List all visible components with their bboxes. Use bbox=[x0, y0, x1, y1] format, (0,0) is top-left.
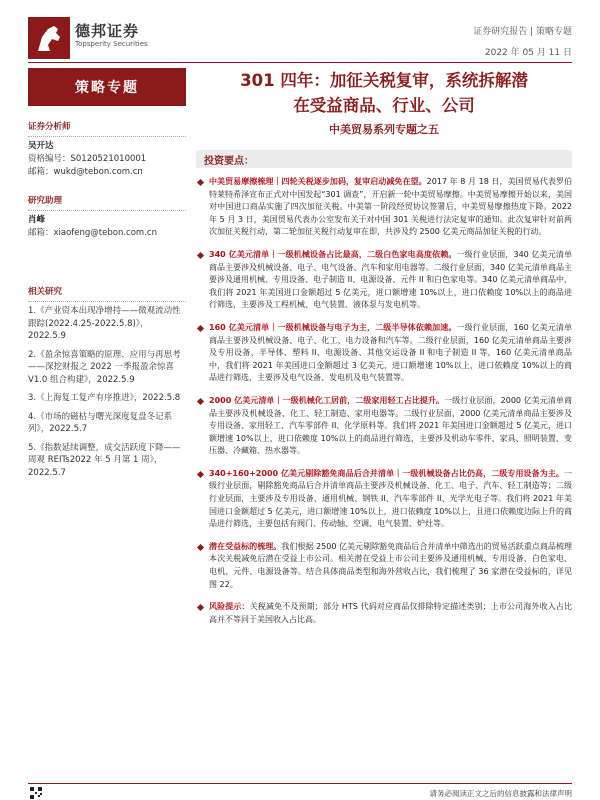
key-point-lead: 2000 亿美元清单｜一级机械化工居前，二级家用轻工占比提升。 bbox=[209, 395, 445, 405]
qr-code-icon bbox=[30, 787, 42, 799]
key-points-list bbox=[198, 176, 572, 636]
assistant-email[interactable]: 邮箱：xiaofeng@tebon.com.cn bbox=[28, 228, 157, 238]
key-point-body: 2017 年 8 月 18 日，美国贸易代表罗伯特莱特希泽宣布正式对中国发起“301 调查”，开启新一轮中美贸易摩擦。中美贸易摩擦开始以来，美国对中国进口商品实施了四次加征关税。中美第一阶段经贸协议签署后，中美贸易摩擦热度下降。2022 年 5 月 3 日，美国贸易代表办公室发布关于对中国 301 关税进行法定复审的通知。此次复审针对前两次加征关税行动，第二轮加征关税行动复审在即，共涉及约 2500 亿美元商品加征关税的行动。 bbox=[209, 177, 573, 237]
report-title-line1: 301 四年：加征关税复审，系统拆解潜 bbox=[240, 71, 528, 90]
diamond-bullet-icon bbox=[197, 604, 204, 611]
horse-logo-icon bbox=[28, 17, 70, 59]
key-point-lead: 340+160+2000 亿美元剔除豁免商品后合并清单｜一级机械设备占比仍高，二级专用设备为主。 bbox=[209, 468, 564, 478]
related-item[interactable]: 4.《市场的磁枯与曙光深度复盘冬记系列》，2022.5.7 bbox=[28, 411, 173, 434]
key-point-body: 我们根据 2500 亿美元剔除豁免商品后合并清单中筛选出的贸易活跃重点商品梳理本次关税减免后潜在受益上市公司。相关潜在受益上市公司主要涉及通用机械、专用设备、白色家电、电机、元件、电源设备等。结合具体商品类型和海外营收占比，我们梳理了 36 家潜在受益标的，详见图 22。 bbox=[209, 541, 572, 589]
related-item[interactable]: 2.《盈余惊喜策略的原理、应用与再思考——深挖财报之 2022 一季报盈余惊喜 V1.0 组合构建》，2022.5.9 bbox=[28, 349, 181, 385]
header-divider bbox=[28, 62, 572, 63]
key-point bbox=[198, 249, 572, 312]
analyst-email[interactable]: 邮箱：wukd@tebon.com.cn bbox=[28, 167, 143, 177]
assistant-section bbox=[28, 192, 186, 240]
diamond-bullet-icon bbox=[197, 471, 204, 478]
analyst-heading: 证券分析师 bbox=[28, 118, 186, 137]
diamond-bullet-icon bbox=[197, 398, 204, 405]
brand-name-en: Topsperity Securities bbox=[75, 40, 148, 48]
key-point-lead: 160 亿美元清单｜一级机械设备与电子为主，二级半导体依赖加速。 bbox=[209, 322, 457, 332]
analyst-cert: 资格编号：S0120521010001 bbox=[28, 154, 147, 164]
report-date: 2022 年 05 月 11 日 bbox=[484, 48, 572, 58]
related-heading: 相关研究 bbox=[28, 283, 186, 302]
key-point-body: 一级行业层面，2000 亿美元清单商品主要涉及机械设备、化工、轻工制造、家用电器等。二级行业层面，2000 亿美元清单商品主要涉及专用设备、家用轻工、汽车零部件 II、化学原料等。我们将 2021 年美国进口金额超过 5 亿美元，进口额增速 10%以上，进口依赖度 10%以上的商品进行筛选，主要涉及机动车零件、家具、照明装置、变压器、冷藏箱、热水器等。 bbox=[209, 395, 572, 456]
report-subtitle: 中美贸易系列专题之五 bbox=[329, 123, 439, 136]
related-item[interactable]: 3.《上海复工复产有序推进》，2022.5.8 bbox=[28, 393, 181, 403]
related-research-section bbox=[28, 283, 186, 485]
report-type: 证券研究报告 | 策略专题 bbox=[473, 27, 572, 37]
category-badge: 策略专题 bbox=[28, 68, 186, 106]
key-point-body: 关税减免不及预期；部分 HTS 代码对应商品仅排除特定描述类别；上市公司海外收入占比高并不等同于美国收入占比高。 bbox=[209, 602, 573, 624]
footer-disclaimer: 请务必阅读正文之后的信息披露和法律声明 bbox=[429, 789, 572, 798]
diamond-bullet-icon bbox=[197, 544, 204, 551]
key-point-lead: 中美贸易摩擦梳理｜四轮关税逐步加码，复审启动减免在望。 bbox=[209, 177, 427, 186]
key-point-body: 一级行业层面，160 亿美元清单商品主要涉及机械设备、电子、化工、电力设备和汽车等。二级行业层面，160 亿美元清单商品主要涉及专用设备、半导体、塑料 II、电源设备、其他交运设备 II 和电子制造 II 等，160 亿美元清单商品中，我们将 2021 年美国进口金额超过 3 亿美元，进口额增速 10%以上，进口依赖度 10%以上的商品进行筛选，主要涉及电气设备、发电机及电气装置等。 bbox=[209, 322, 572, 383]
footer-divider bbox=[28, 783, 572, 784]
diamond-bullet-icon bbox=[197, 252, 204, 259]
key-point bbox=[198, 322, 572, 385]
brand-logo bbox=[28, 17, 70, 59]
key-point-lead: 340 亿美元清单｜一级机械设备占比最高，二级白色家电高度依赖。 bbox=[209, 249, 457, 259]
diamond-bullet-icon bbox=[197, 325, 204, 332]
analyst-name: 吴开达 bbox=[28, 141, 54, 151]
key-point-body: 一级行业层面，340 亿美元清单商品主要涉及机械设备、电子、电气设备、汽车和家用电器等。二级行业层面，340 亿美元清单商品主要涉及通用机械、专用设备、电子制造 II、电源设备、元件 II 和白色家电等。340 亿美元清单商品中，我们将 2021 年美国进口金额超过 5 亿美元，进口额增速 10%以上，进口依赖度 10%以上的商品进行筛选，主要涉及工程机械、电气装置、液体泵与发电机等。 bbox=[209, 249, 572, 310]
key-point bbox=[198, 541, 572, 591]
analyst-section bbox=[28, 118, 186, 179]
brand-name-cn: 德邦证券 bbox=[75, 22, 140, 40]
key-point-lead: 风险提示： bbox=[209, 602, 250, 612]
report-title-line2: 在受益商品、行业、公司 bbox=[293, 96, 475, 115]
key-point-lead: 潜在受益标的梳理。 bbox=[209, 541, 282, 551]
diamond-bullet-icon bbox=[197, 179, 204, 186]
key-point bbox=[198, 601, 572, 626]
key-point bbox=[198, 176, 572, 239]
related-item[interactable]: 1.《产业资本出现净增持——微观流动性跟踪(2022.4.25-2022.5.8)》，2022.5.9 bbox=[28, 306, 181, 341]
key-points-label: 投资要点： bbox=[204, 156, 254, 167]
assistant-heading: 研究助理 bbox=[28, 192, 186, 211]
related-item[interactable]: 5.《指数延续调整，成交活跃度下降——周观 REITs2022 年 5 月第 1 周》，2022.5.7 bbox=[28, 442, 181, 478]
key-point bbox=[198, 395, 572, 458]
assistant-name: 肖峰 bbox=[28, 215, 46, 225]
report-title-block bbox=[196, 68, 572, 137]
key-point-body: 一级行业层面，剔除豁免商品后合并清单商品主要涉及机械设备、化工、电子、汽车、轻工制造等；二级行业层面，主要涉及专用设备、通用机械、钢铁 II、汽车零部件 II、光学光电子等。我们将 2021 年美国进口金额超过 5 亿美元，进口额增速 10%以上，进口依赖度 10%以上，且进口依赖度边际上升的商品进行筛选，主要包括有阀门、传动轴、空调、电气装置、炉灶等。 bbox=[209, 468, 572, 529]
key-point bbox=[198, 468, 572, 531]
